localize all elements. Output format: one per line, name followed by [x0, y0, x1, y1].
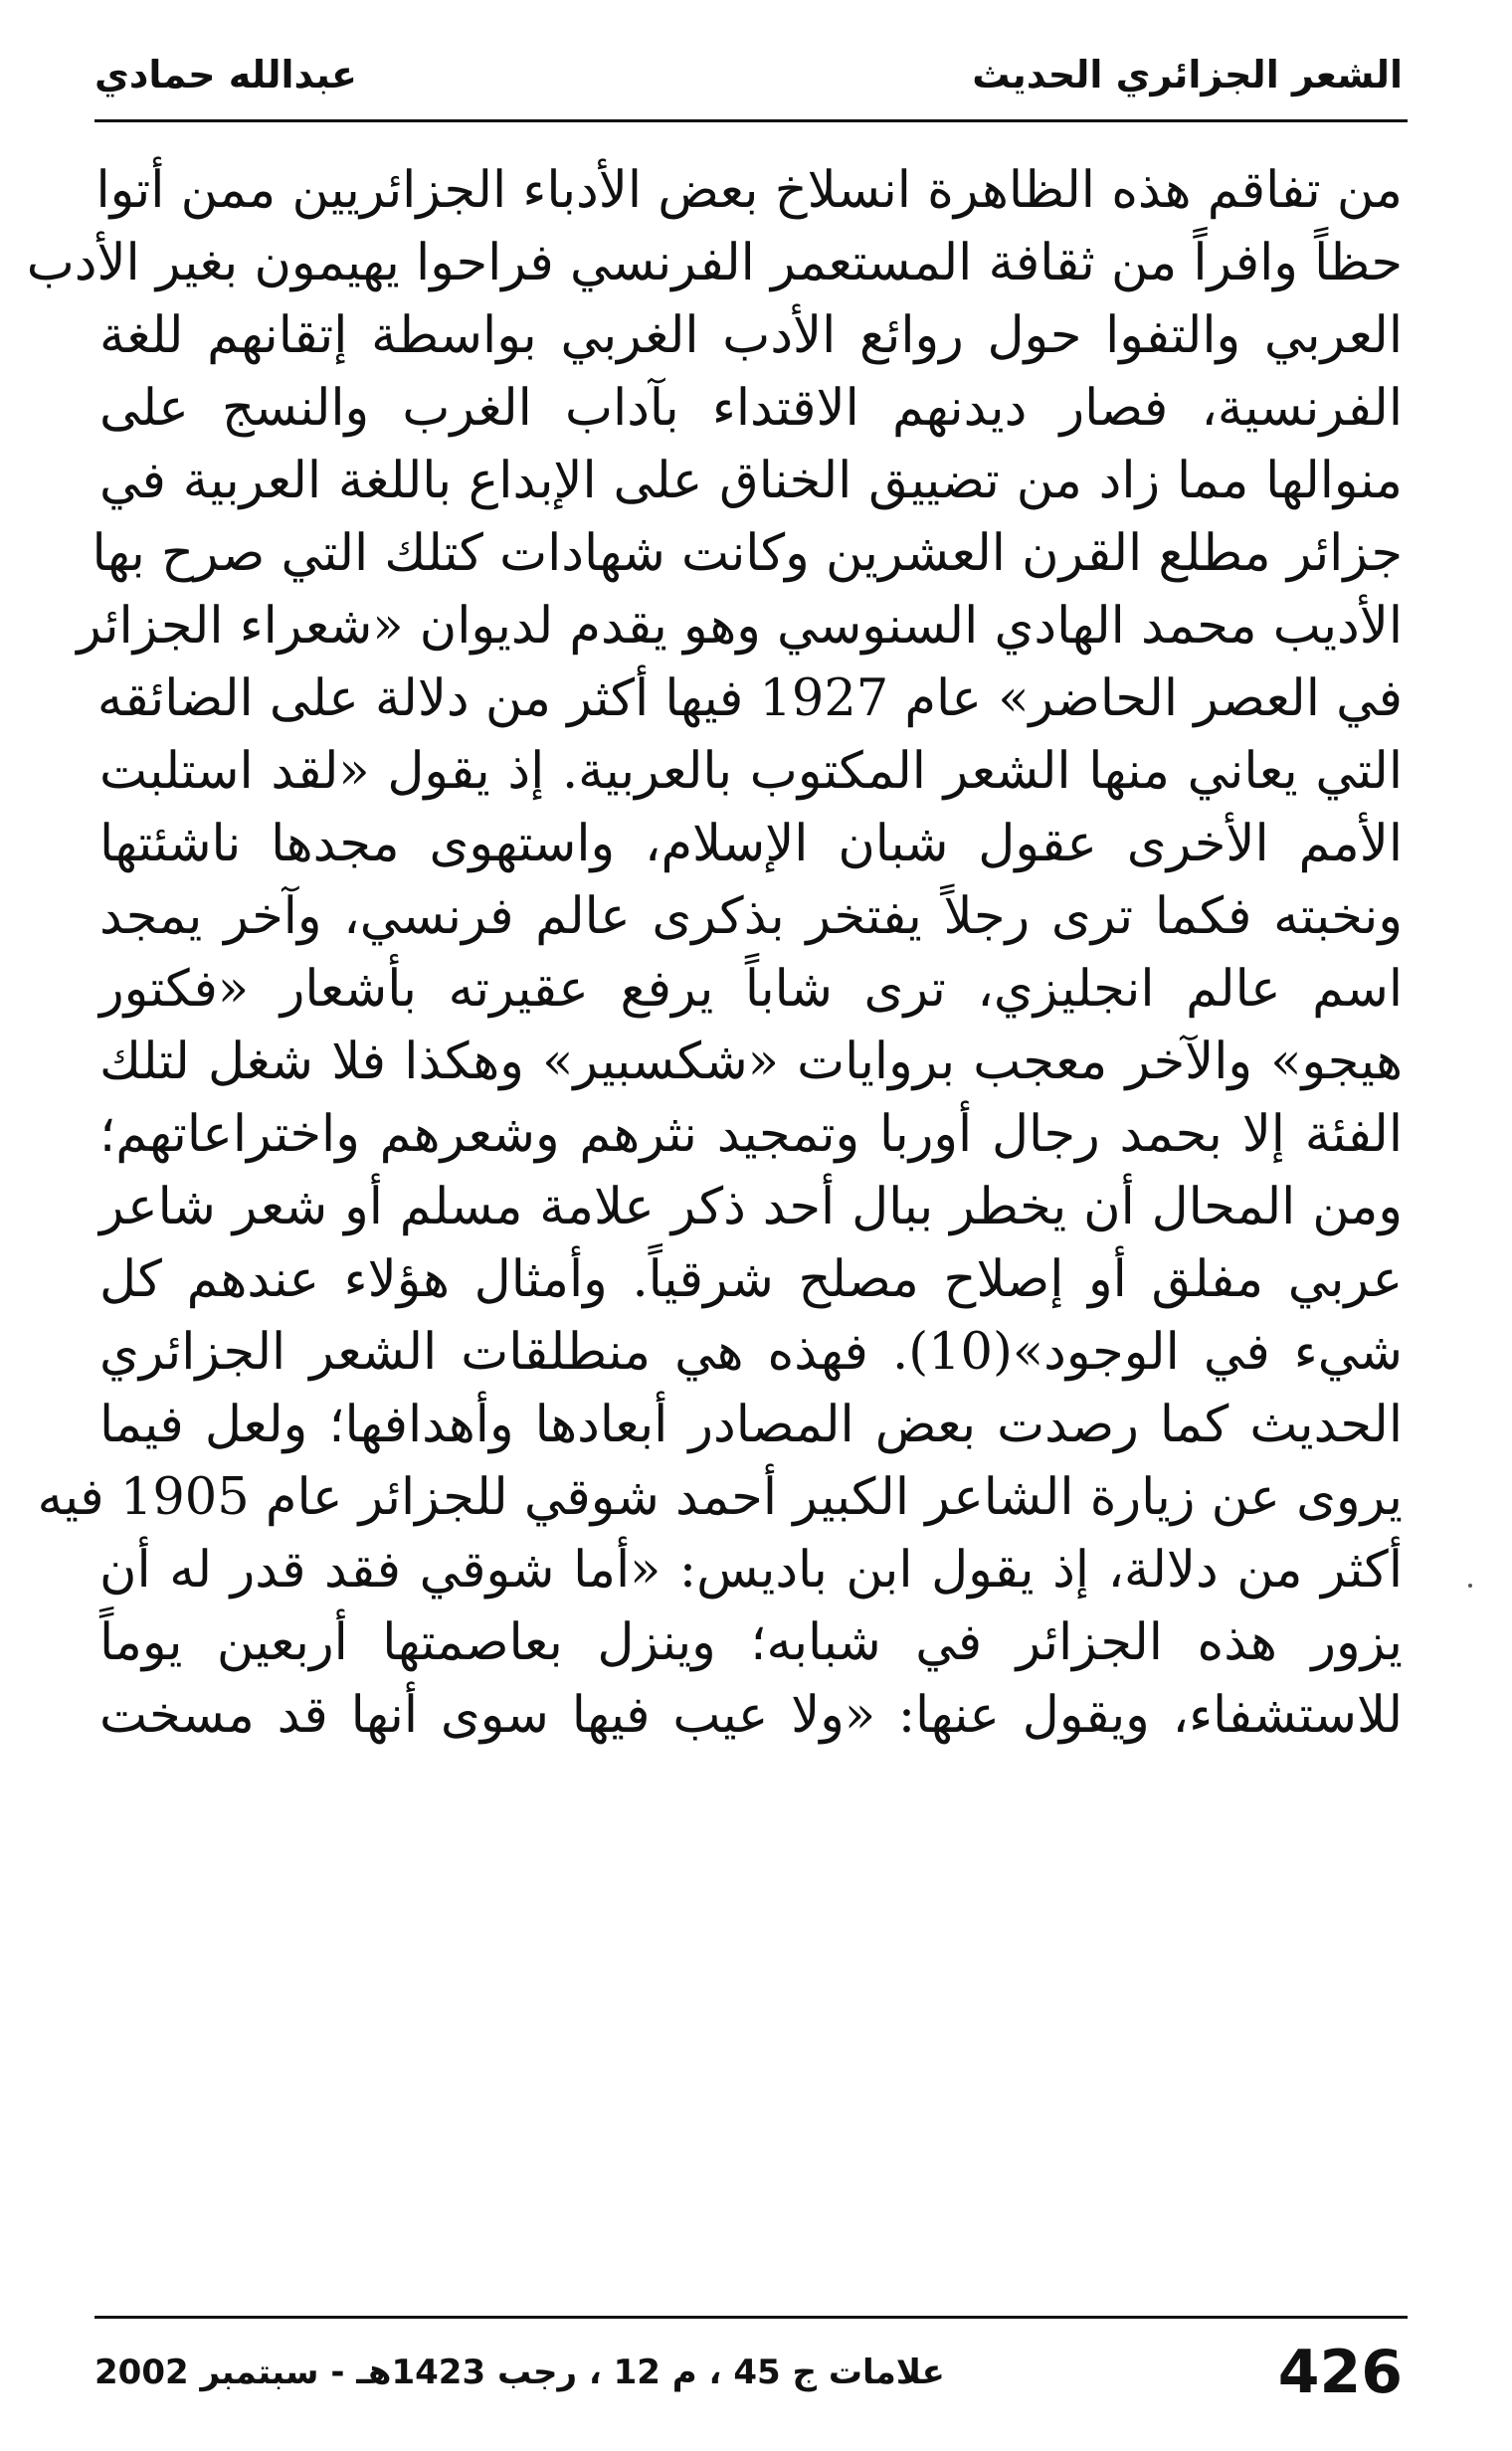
body-text — [26, 154, 1403, 1752]
text-line: الفرنسية، فصار ديدنهم الاقتداء بآداب الغرب والنسج على — [99, 379, 1403, 438]
text-line: الأديب محمد الهادي السنوسي وهو يقدم لديوان «شعراء الجزائر — [77, 597, 1403, 656]
text-line: في العصر الحاضر» عام 1927 فيها أكثر من دلالة على الضائقه — [96, 669, 1403, 728]
text-line: هيجو» والآخر معجب بروايات «شكسبير» وهكذا فلا شغل لتلك — [99, 1033, 1403, 1091]
text-line: ونخبته فكما ترى رجلاً يفتخر بذكرى عالم فرنسي، وآخر يمجد — [99, 887, 1403, 946]
text-line: يزور هذه الجزائر في شبابه؛ وينزل بعاصمتها أربعين يوماً — [99, 1613, 1403, 1672]
text-line: من تفاقم هذه الظاهرة انسلاخ بعض الأدباء الجزائريين ممن أتوا — [95, 161, 1403, 220]
text-line: عربي مفلق أو إصلاح مصلح شرقياً. وأمثال هؤلاء عندهم كل — [99, 1250, 1403, 1309]
text-line: شيء في الوجود»(10). فهذه هي منطلقات الشعر الجزائري — [99, 1323, 1403, 1382]
text-line: يروى عن زيارة الشاعر الكبير أحمد شوقي للجزائر عام 1905 فيه — [37, 1468, 1403, 1527]
text-line: التي يعاني منها الشعر المكتوب بالعربية. إذ يقول «لقد استلبت — [99, 742, 1403, 801]
header-title: الشعر الجزائري الحديث — [972, 53, 1403, 96]
running-footer — [94, 2333, 1403, 2412]
text-line: اسم عالم انجليزي، ترى شاباً يرفع عقيرته بأشعار «فكتور — [99, 960, 1403, 1019]
text-line: أكثر من دلالة، إذ يقول ابن باديس: «أما شوقي فقد قدر له أن — [99, 1541, 1403, 1600]
footer-divider — [94, 2316, 1408, 2319]
text-line: الحديث كما رصدت بعض المصادر أبعادها وأهدافها؛ ولعل فيما — [99, 1396, 1403, 1454]
text-line: الأمم الأخرى عقول شبان الإسلام، واستهوى مجدها ناشئتها — [99, 815, 1403, 873]
text-line: منوالها مما زاد من تضييق الخناق على الإبداع باللغة العربية في — [99, 452, 1403, 510]
header-author: عبدالله حمادي — [94, 53, 357, 96]
scan-speck — [1468, 1584, 1472, 1588]
text-line: ومن المحال أن يخطر ببال أحد ذكر علامة مسلم أو شعر شاعر — [99, 1178, 1403, 1236]
text-line: العربي والتفوا حول روائع الأدب الغربي بواسطة إتقانهم للغة — [99, 306, 1403, 365]
page-number: 426 — [1277, 2338, 1403, 2407]
text-line: جزائر مطلع القرن العشرين وكانت شهادات كتلك التي صرح بها — [92, 524, 1403, 583]
running-header — [94, 40, 1403, 109]
journal-info: علامات ج 45 ، م 12 ، رجب 1423هـ - سبتمبر 2002 — [94, 2353, 945, 2392]
text-line: للاستشفاء، ويقول عنها: «ولا عيب فيها سوى أنها قد مسخت — [99, 1686, 1403, 1745]
text-line: الفئة إلا بحمد رجال أوربا وتمجيد نثرهم وشعرهم واختراعاتهم؛ — [99, 1105, 1403, 1164]
header-divider — [94, 119, 1408, 122]
text-line: حظاً وافراً من ثقافة المستعمر الفرنسي فراحوا يهيمون بغير الأدب — [26, 234, 1403, 292]
